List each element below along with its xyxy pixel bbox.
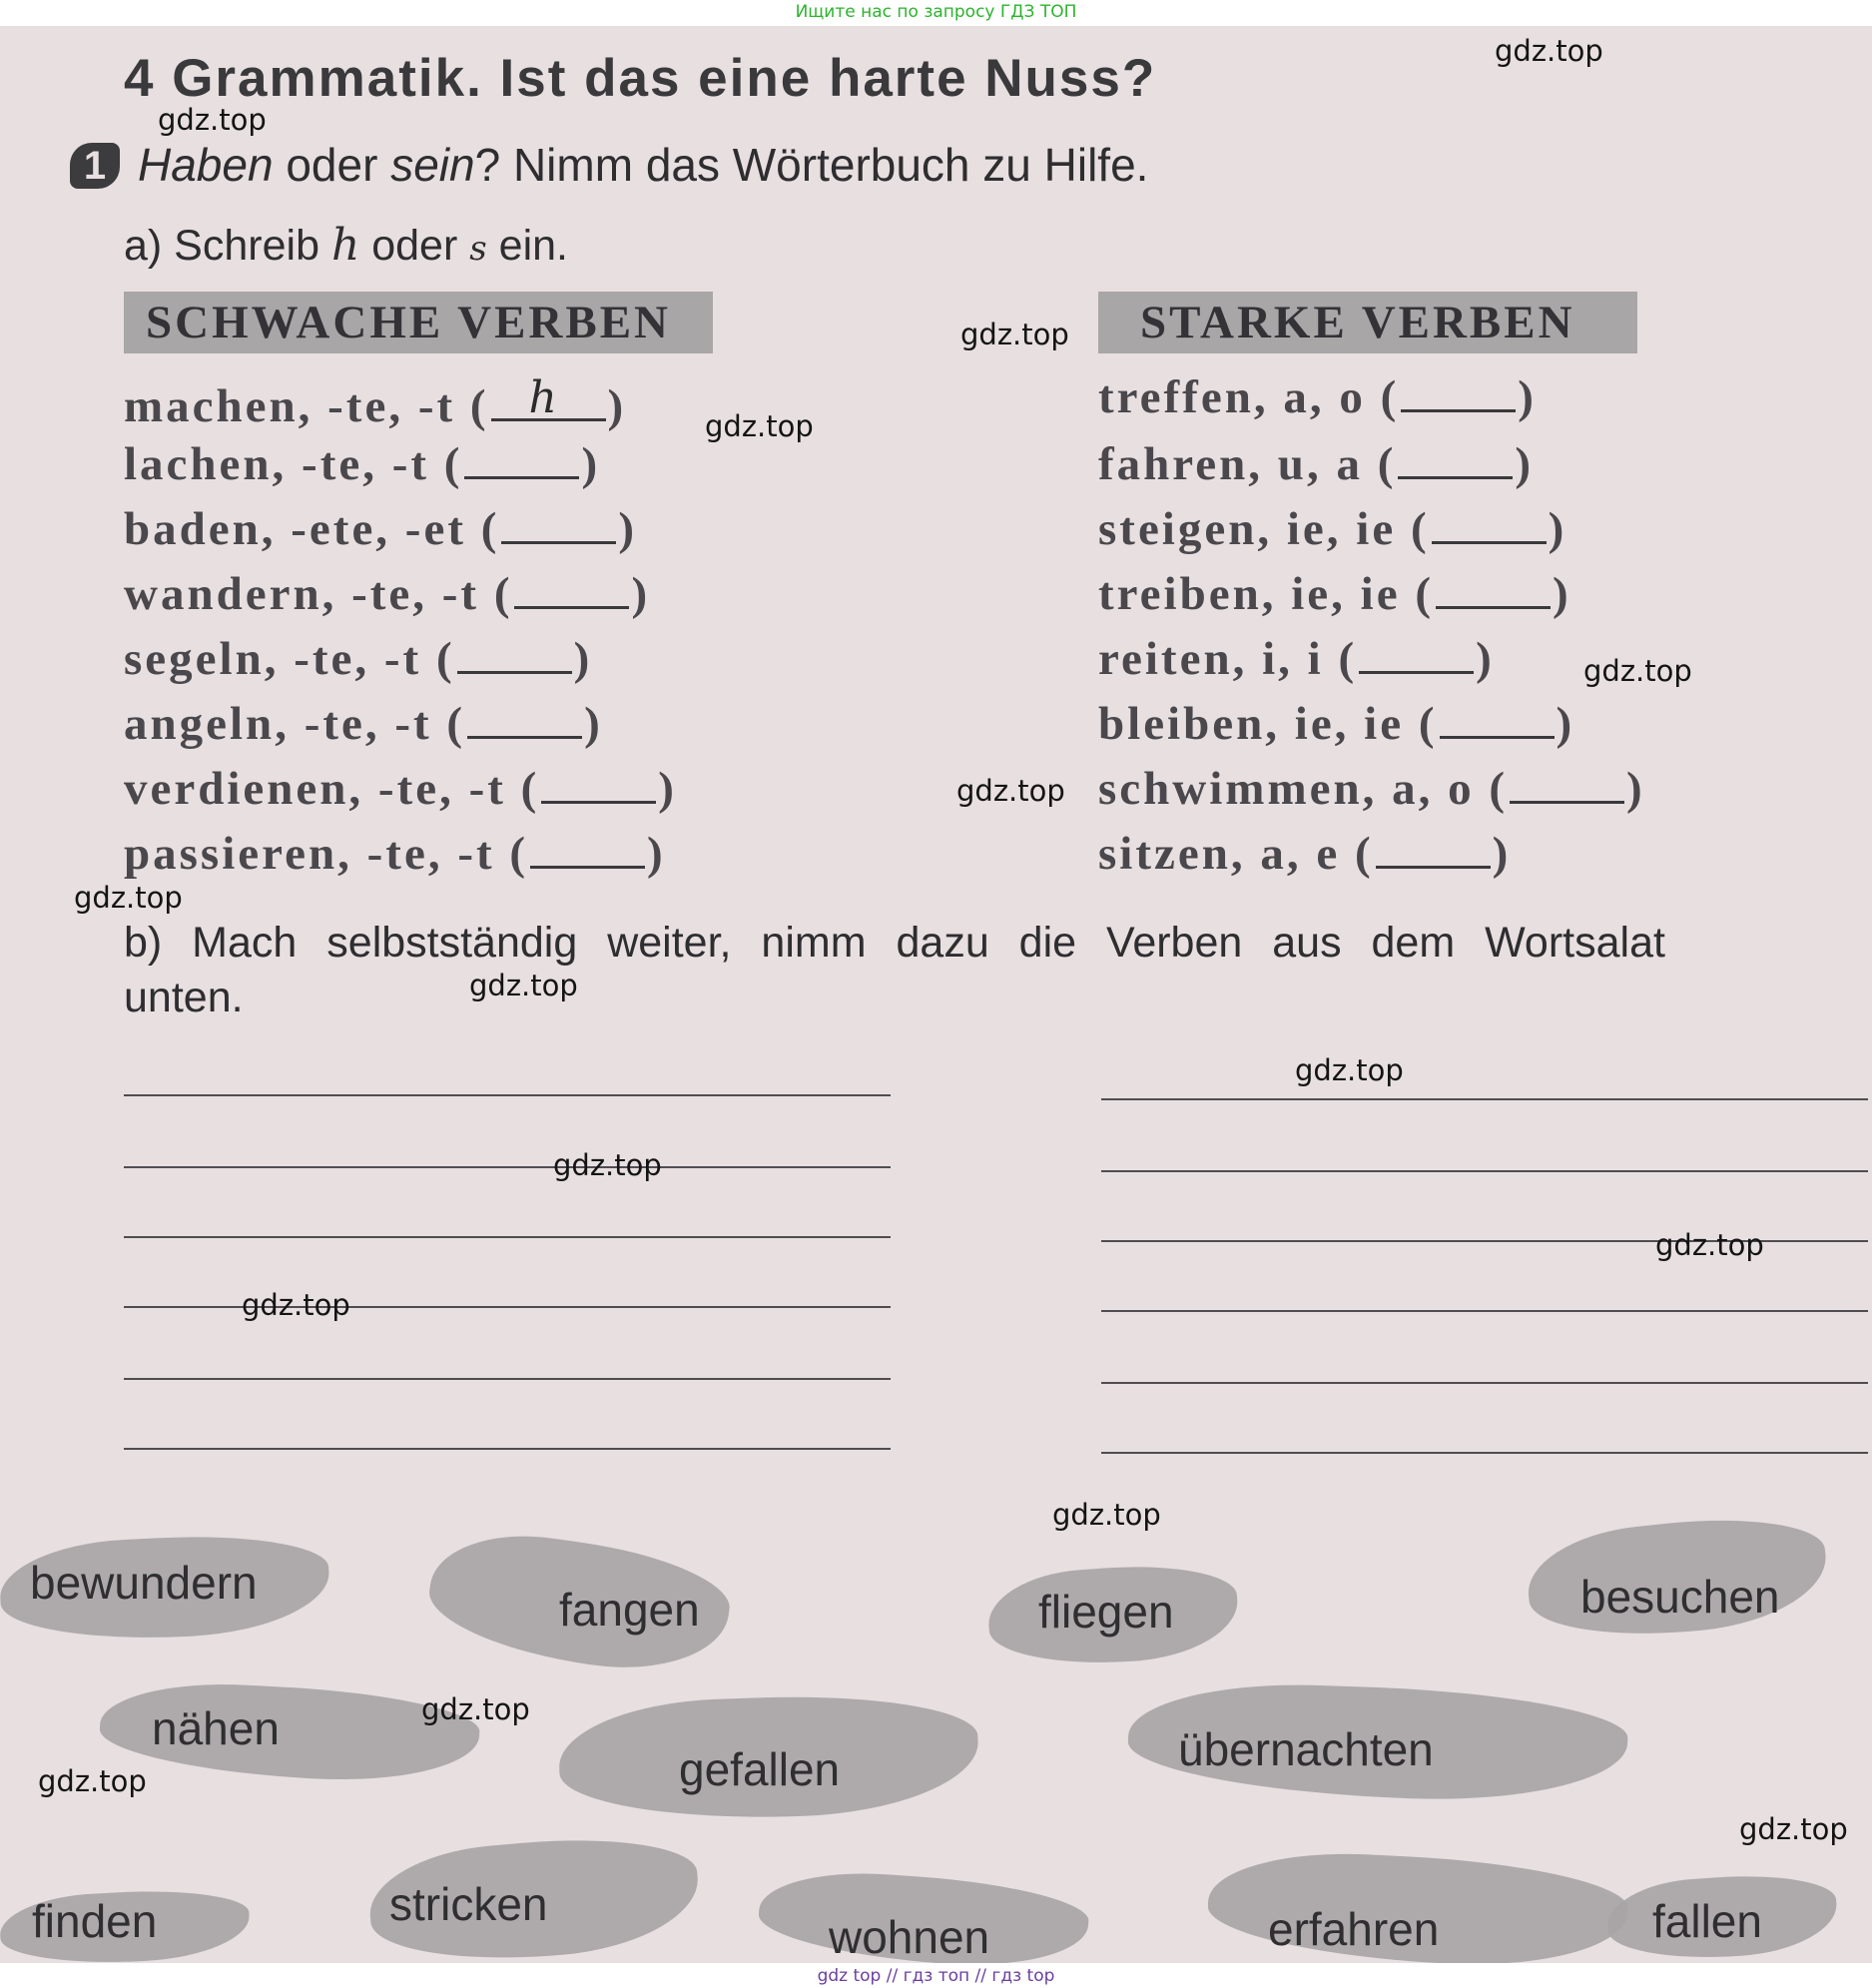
writing-line[interactable] (124, 1448, 891, 1450)
part-b-line1: b) Mach selbstständig weiter, nimm dazu die Verben aus dem Wortsalat (124, 919, 1665, 967)
answer-blank[interactable] (1440, 704, 1555, 739)
bottom-banner[interactable] (0, 1963, 1872, 1988)
watermark: gdz.top (421, 1692, 530, 1726)
weak-header: SCHWACHE VERBEN (146, 297, 671, 348)
answer-blank[interactable] (1401, 377, 1516, 412)
watermark: gdz.top (1583, 654, 1692, 688)
s-glyph: s (469, 229, 487, 269)
weak-verb-row: verdienen, -te, -t ( ) (124, 763, 677, 815)
task-word-haben: Haben (138, 139, 274, 191)
strong-verb-row: reiten, i, i ( ) (1098, 633, 1495, 685)
answer-blank[interactable] (1398, 444, 1513, 479)
part-a-middle: oder (359, 222, 470, 270)
strong-verb-row: treffen, a, o ( ) (1098, 371, 1537, 423)
task-instruction (138, 138, 1148, 192)
answer-blank[interactable] (457, 639, 572, 674)
writing-line[interactable] (124, 1166, 891, 1168)
strong-verb-text: reiten, i, i (1098, 633, 1324, 685)
watermark: gdz.top (553, 1148, 662, 1182)
weak-verb-row: baden, -ete, -et ( ) (124, 503, 638, 555)
watermark: gdz.top (1739, 1812, 1848, 1846)
watermark: gdz.top (38, 1764, 147, 1798)
weak-verb-text: verdienen, -te, -t (124, 763, 506, 815)
writing-line[interactable] (124, 1306, 891, 1308)
weak-verb-row: segeln, -te, -t ( ) (124, 633, 593, 685)
strong-verb-row: sitzen, a, e ( ) (1098, 828, 1512, 880)
weak-verb-text: angeln, -te, -t (124, 698, 432, 750)
part-a-prefix: a) Schreib (124, 222, 331, 270)
strong-verb-row: treiben, ie, ie ( ) (1098, 568, 1571, 620)
answer-blank[interactable] (491, 372, 606, 423)
strong-verb-text: treiben, ie, ie (1098, 568, 1401, 620)
writing-line[interactable] (1101, 1310, 1868, 1312)
watermark: gdz.top (74, 881, 183, 915)
writing-line[interactable] (1101, 1170, 1868, 1172)
weak-verb-text: segeln, -te, -t (124, 633, 422, 685)
weak-verb-text: baden, -ete, -et (124, 503, 466, 555)
salad-word: besuchen (1580, 1571, 1780, 1623)
answer-blank[interactable] (501, 509, 616, 544)
salad-word: bewundern (30, 1557, 258, 1609)
answer-blank[interactable] (467, 704, 582, 739)
task-word-oder: oder (273, 139, 391, 191)
answer-blank[interactable] (530, 834, 645, 869)
answer-blank[interactable] (541, 769, 656, 804)
strong-verb-text: fahren, u, a (1098, 438, 1363, 490)
strong-header: STARKE VERBEN (1140, 297, 1575, 348)
strong-verb-row: steigen, ie, ie ( ) (1098, 503, 1567, 555)
salad-word: wohnen (829, 1911, 990, 1963)
top-banner[interactable] (0, 0, 1872, 26)
answer-blank[interactable] (1510, 769, 1624, 804)
answer-blank[interactable] (464, 444, 579, 479)
watermark: gdz.top (469, 969, 578, 1002)
watermark: gdz.top (1495, 34, 1603, 68)
strong-verb-text: bleiben, ie, ie (1098, 698, 1405, 750)
task-text-rest: ? Nimm das Wörterbuch zu Hilfe. (474, 139, 1149, 191)
weak-verb-row: machen, -te, -t ( h ) (124, 372, 627, 432)
part-a-suffix: ein. (486, 222, 568, 270)
watermark: gdz.top (1655, 1228, 1764, 1262)
salad-word: fliegen (1038, 1586, 1174, 1638)
h-glyph: h (330, 220, 360, 271)
strong-verb-row: schwimmen, a, o ( ) (1098, 763, 1645, 815)
weak-verb-row: lachen, -te, -t ( ) (124, 438, 601, 490)
answer-blank[interactable] (1432, 509, 1547, 544)
watermark: gdz.top (158, 103, 267, 137)
bottom-banner-text[interactable]: gdz top // гдз топ // гдз top (817, 1966, 1055, 1986)
strong-verb-row: fahren, u, a ( ) (1098, 438, 1535, 490)
strong-verb-text: sitzen, a, e (1098, 828, 1341, 880)
answer-blank[interactable] (514, 574, 629, 609)
writing-line[interactable] (124, 1378, 891, 1380)
salad-word: gefallen (679, 1743, 841, 1795)
writing-line[interactable] (1101, 1098, 1868, 1100)
salad-word: stricken (389, 1878, 548, 1930)
task-word-sein: sein (390, 139, 475, 191)
watermark: gdz.top (1295, 1053, 1404, 1087)
strong-verb-row: bleiben, ie, ie ( ) (1098, 698, 1575, 750)
watermark: gdz.top (705, 409, 814, 443)
writing-line[interactable] (1101, 1382, 1868, 1384)
handwritten-answer: h (528, 372, 560, 423)
part-a-instruction (124, 220, 568, 271)
answer-blank[interactable] (1376, 834, 1491, 869)
weak-verb-text: wandern, -te, -t (124, 568, 480, 620)
weak-verb-text: machen, -te, -t (124, 380, 456, 432)
weak-verb-row: angeln, -te, -t ( ) (124, 698, 603, 750)
strong-verb-text: steigen, ie, ie (1098, 503, 1397, 555)
watermark: gdz.top (960, 318, 1069, 351)
weak-verb-row: passieren, -te, -t ( ) (124, 828, 666, 880)
writing-line[interactable] (1101, 1452, 1868, 1454)
salad-word: nähen (152, 1702, 280, 1754)
writing-line[interactable] (124, 1236, 891, 1238)
watermark: gdz.top (1052, 1498, 1161, 1532)
top-banner-text[interactable]: Ищите нас по запросу ГДЗ ТОП (795, 2, 1077, 22)
salad-word: erfahren (1268, 1903, 1440, 1955)
strong-verb-text: schwimmen, a, o (1098, 763, 1475, 815)
task-number-badge: 1 (70, 143, 120, 189)
weak-verb-text: lachen, -te, -t (124, 438, 430, 490)
salad-word: fangen (559, 1584, 700, 1636)
answer-blank[interactable] (1436, 574, 1551, 609)
watermark: gdz.top (956, 774, 1065, 808)
section-title: 4 Grammatik. Ist das eine harte Nuss? (124, 49, 1157, 108)
answer-blank[interactable] (1359, 639, 1474, 674)
salad-word: übernachten (1178, 1723, 1434, 1775)
part-b-line2: unten. (124, 974, 244, 1021)
writing-line[interactable] (124, 1094, 891, 1096)
weak-verb-row: wandern, -te, -t ( ) (124, 568, 651, 620)
watermark: gdz.top (242, 1288, 350, 1322)
salad-word: fallen (1652, 1895, 1762, 1947)
salad-word: finden (32, 1895, 158, 1947)
strong-verb-text: treffen, a, o (1098, 371, 1366, 423)
weak-verb-text: passieren, -te, -t (124, 828, 495, 880)
